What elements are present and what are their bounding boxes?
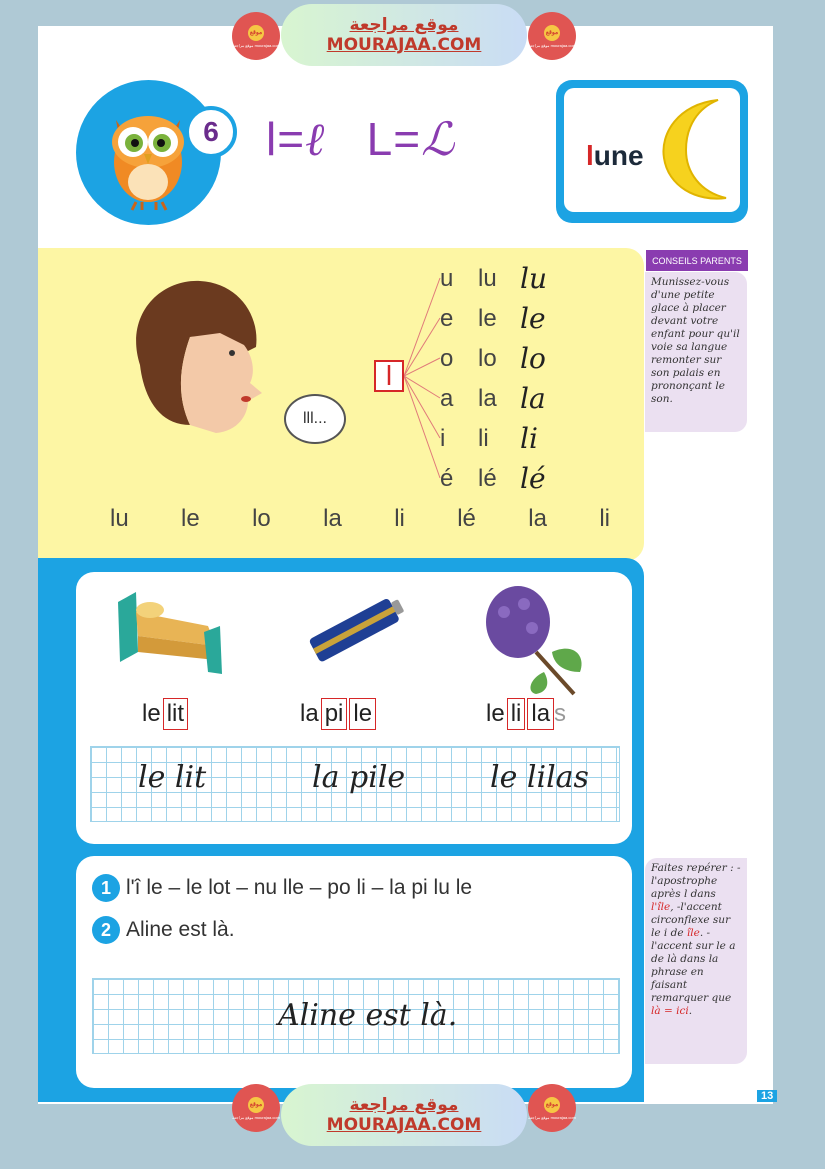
syllable-row: o lo lo xyxy=(440,342,546,375)
exercise-1: 1 l'î le – le lot – nu lle – po li – la pi lu le xyxy=(92,874,472,902)
watermark-badge-left-bottom: موقع موقع مراجعة mourajaa.com xyxy=(232,1084,280,1132)
moon-icon xyxy=(656,94,736,206)
watermark-site[interactable]: MOURAJAA.COM xyxy=(326,35,482,55)
reading-syllable: la xyxy=(323,505,342,532)
equals-sign-2: = xyxy=(393,113,422,165)
letter-box: l xyxy=(374,360,404,392)
battery-icon xyxy=(300,582,412,672)
syllable-row: é lé lé xyxy=(440,462,546,495)
letters-display xyxy=(266,112,455,166)
reading-syllable: la xyxy=(528,505,547,532)
watermark-banner-bottom[interactable] xyxy=(281,1084,527,1146)
lilac-icon xyxy=(474,582,590,698)
watermark-banner-top[interactable] xyxy=(281,4,527,66)
reading-syllable: lu xyxy=(110,505,129,532)
letter-cursive-lower: ℓ xyxy=(305,112,326,166)
reading-syllable: le xyxy=(181,505,200,532)
girl-head-icon xyxy=(120,275,270,440)
parent-tip-note-2: Faites repérer : -l'apostrophe après l dans l'île, -l'accent circonflexe sur le i de île. -l'accent sur le a de là dans la phrase en faisant remarquer que là = ici. xyxy=(645,858,747,1064)
page-number: 13 xyxy=(757,1090,777,1102)
letter-print-lower: l xyxy=(266,113,278,165)
watermark-arabic: موقع مراجعة xyxy=(349,1095,459,1115)
cursive-sentence: Aline est là. xyxy=(278,998,458,1033)
speech-bubble: lll... xyxy=(284,394,346,444)
syllable-row: e le le xyxy=(440,302,546,335)
reading-syllable: li xyxy=(394,505,405,532)
watermark-badge-right-bottom: موقع موقع مراجعة mourajaa.com xyxy=(528,1084,576,1132)
equals-sign-1: = xyxy=(277,113,306,165)
reading-syllable: lé xyxy=(457,505,476,532)
lesson-number-badge: 6 xyxy=(185,106,237,158)
keyword-card xyxy=(556,80,748,223)
reading-row xyxy=(110,505,610,533)
bed-icon xyxy=(108,582,228,677)
cursive-le-lilas: le lilas xyxy=(490,760,589,795)
syllable-row: i li li xyxy=(440,422,538,455)
exercise-number: 2 xyxy=(92,916,120,944)
word-la-pile: la pi le xyxy=(300,698,376,730)
cursive-le-lit: le lit xyxy=(138,760,207,795)
watermark-badge-right: موقع موقع مراجعة mourajaa.com xyxy=(528,12,576,60)
syllable-row: a la la xyxy=(440,382,546,415)
reading-syllable: lo xyxy=(252,505,271,532)
parent-tip-note: Munissez-vous d'une petite glace à placer devant votre enfant pour qu'il voie sa langue remonter sur son palais en prononçant le son. xyxy=(645,272,747,432)
connector-lines xyxy=(404,264,444,494)
exercise-2: 2 Aline est là. xyxy=(92,916,235,944)
cursive-la-pile: la pile xyxy=(312,760,406,795)
keyword-lune: lune xyxy=(586,140,644,171)
letter-print-upper: L xyxy=(366,113,394,165)
syllable-row: u lu lu xyxy=(440,262,547,295)
watermark-badge-left: موقع موقع مراجعة mourajaa.com xyxy=(232,12,280,60)
letter-cursive-upper: ℒ xyxy=(421,112,456,166)
exercise-number: 1 xyxy=(92,874,120,902)
watermark-site[interactable]: MOURAJAA.COM xyxy=(326,1115,482,1135)
word-le-lilas: le li la s xyxy=(486,698,566,730)
word-le-lit: le lit xyxy=(142,698,188,730)
side-heading: CONSEILS PARENTS xyxy=(646,250,748,271)
watermark-arabic: موقع مراجعة xyxy=(349,15,459,35)
reading-syllable: li xyxy=(599,505,610,532)
